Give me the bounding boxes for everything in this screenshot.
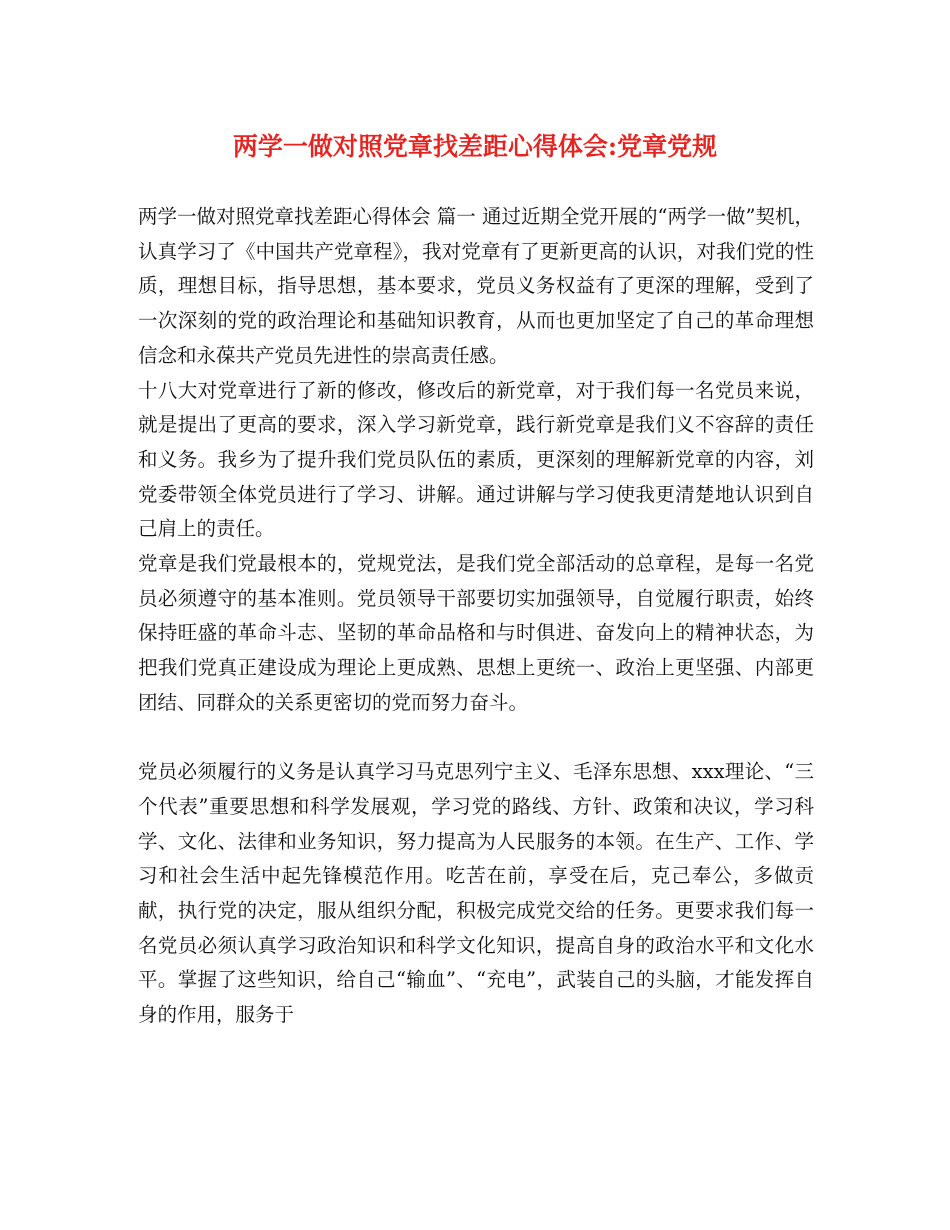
document-title: 两学一做对照党章找差距心得体会:党章党规	[232, 132, 718, 161]
paragraph-2: 十八大对党章进行了新的修改，修改后的新党章，对于我们每一名党员来说，就是提出了更高的要求，深入学习新党章，践行新党章是我们义不容辞的责任和义务。我乡为了提升我们党员队伍的素质，更深刻的理解新党章的内容，刘党委带领全体党员进行了学习、讲解。通过讲解与学习使我更清楚地认识到自己肩上的责任。	[138, 378, 814, 541]
paragraph-1: 两学一做对照党章找差距心得体会 篇一 通过近期全党开展的“两学一做”契机，认真学习了《中国共产党章程》，我对党章有了更新更高的认识，对我们党的性质，理想目标，指导思想，基本要求，党员义务权益有了更深的理解，受到了一次深刻的党的政治理论和基础知识教育，从而也更加坚定了自己的革命理想信念和永葆共产党员先进性的崇高责任感。	[138, 205, 814, 367]
document-body	[138, 200, 814, 1033]
paragraph-spacer	[138, 721, 814, 756]
paragraph-3: 党章是我们党最根本的，党规党法，是我们党全部活动的总章程，是每一名党员必须遵守的基本准则。党员领导干部要切实加强领导，自觉履行职责，始终保持旺盛的革命斗志、坚韧的革命品格和与时俱进、奋发向上的精神状态，为把我们党真正建设成为理论上更成熟、思想上更统一、政治上更坚强、内部更团结、同群众的关系更密切的党而努力奋斗。	[138, 552, 814, 714]
paragraph-4: 党员必须履行的义务是认真学习马克思列宁主义、毛泽东思想、xxx理论、“三个代表”重要思想和科学发展观，学习党的路线、方针、政策和决议，学习科学、文化、法律和业务知识，努力提高为人民服务的本领。在生产、工作、学习和社会生活中起先锋模范作用。吃苦在前，享受在后，克己奉公，多做贡献，执行党的决定，服从组织分配，积极完成党交给的任务。更要求我们每一名党员必须认真学习政治知识和科学文化知识，提高自身的政治水平和文化水平。掌握了这些知识，给自己“输血”、“充电”，武装自己的头脑，才能发挥自身的作用，服务于	[138, 760, 814, 1027]
